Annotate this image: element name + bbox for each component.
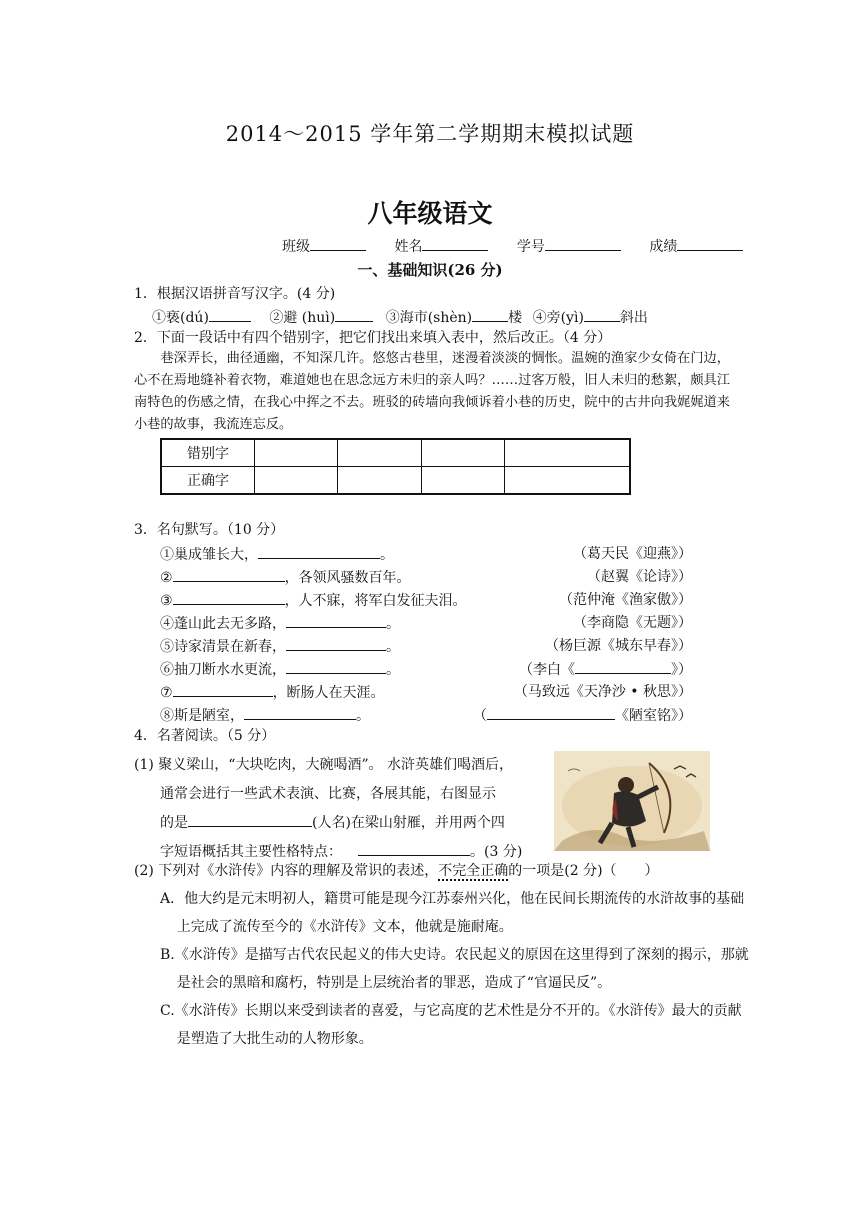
q4-text: 。(3 分) [470,844,523,860]
q4-part1-line1: (1) 聚义梁山，“大块吃肉，大碗喝酒”。 水浒英雄们喝酒后， [134,757,514,773]
poem-text: 。 [356,708,370,724]
table-row [161,439,630,467]
poem-line-7 [160,681,385,703]
q4-part2-stem [134,861,659,881]
poem-text: ，断肠人在天涯。 [272,685,385,701]
question-1-stem: 1．根据汉语拼音写汉字。(4 分) [134,286,336,302]
answer-blank[interactable] [258,543,380,559]
pinyin-item-3: ③海市(shèn) [385,310,473,326]
answer-blank[interactable] [286,635,386,651]
answer-blank[interactable] [584,306,620,322]
answer-blank[interactable] [487,704,615,720]
answer-blank[interactable] [188,811,312,827]
answer-blank[interactable] [173,566,285,582]
answer-cell[interactable] [338,467,421,495]
q4-text: (人名)在梁山射雁，并用两个四 [312,815,505,831]
option-a[interactable]: A．他大约是元末明初人，籍贯可能是现今江苏泰州兴化，他在民间长期流传的水浒故事的基础上完成了流传至今的《水浒传》文本，他就是施耐庵。 [160,891,745,935]
class-label: 班级 [282,239,310,255]
question-3-stem: 3．名句默写。（10 分） [134,522,285,538]
pinyin-item-4-suffix: 斜出 [619,310,648,326]
q4-part1-line3 [160,809,505,838]
q4-text: 的是 [160,815,188,831]
answer-blank[interactable] [575,658,671,674]
id-label: 学号 [516,239,545,255]
answer-blank[interactable] [358,840,470,856]
archer-painting-image [554,751,710,851]
answer-cell[interactable] [421,439,504,467]
poem-line-5 [160,635,400,657]
pinyin-item-3-suffix: 楼 [508,310,523,326]
answer-blank[interactable] [286,658,386,674]
answer-blank[interactable] [472,306,508,322]
poem-text: ② [160,570,173,586]
pinyin-item-1: ①亵(dú) [152,310,209,326]
poem-text: ，人不寐，将军白发征夫泪。 [284,593,467,609]
poem-text: 。 [386,616,400,632]
answer-blank[interactable] [244,704,356,720]
question-2-passage: 巷深弄长，曲径通幽，不知深几许。悠悠古巷里，迷漫着淡淡的惆怅。温婉的渔家少女倚在门边，心不在焉地缝补着衣物，难道她也在思念远方未归的亲人吗？……过客万般，旧人未归的愁絮，颇具江南特色的伤感之情，在我心中挥之不去。班驳的砖墙向我倾诉着小巷的历史，院中的古井向我娓娓道来小巷的故事，我流连忘反。 [134,351,730,432]
q4-text: (2) 下列对《水浒传》内容的理解及常识的表述， [134,863,439,879]
poem-source-3: （范仲淹《渔家傲》） [559,592,692,608]
pinyin-item-4: ④旁(yì) [532,310,584,326]
answer-cell[interactable] [338,439,421,467]
question-2-stem: 2．下面一段话中有四个错别字，把它们找出来填入表中，然后改正。（4 分） [134,330,612,346]
answer-blank[interactable] [286,612,386,628]
answer-cell[interactable] [421,467,504,495]
pinyin-item-2: ②避 (huì) [269,310,336,326]
poem-line-8 [160,704,370,726]
q4-part1-line2: 通常会进行一些武术表演、比赛，各展其能，右图显示 [160,786,496,802]
answer-blank[interactable] [209,306,251,322]
poem-source-2: （赵翼《论诗》） [587,569,692,585]
section-heading: 一、基础知识(26 分) [357,261,503,279]
name-label: 姓名 [394,239,423,255]
poem-text: 。 [386,662,400,678]
poem-text: ⑧斯是陋室， [160,708,244,724]
source-text: （李白《 [519,662,575,678]
poem-text: ⑦ [160,685,173,701]
answer-cell[interactable] [255,467,338,495]
poem-source-4: （李商隐《无题》） [573,615,692,631]
poem-text: ①巢成雏长大， [160,547,258,563]
student-info-row [282,236,743,256]
question-1-items [152,306,648,328]
row-header-wrong: 错别字 [161,439,255,467]
error-correction-table [160,438,631,495]
id-blank[interactable] [545,236,621,251]
poem-source-6 [519,658,692,679]
poem-line-3 [160,589,467,611]
class-blank[interactable] [310,236,366,251]
answer-blank[interactable] [335,306,373,322]
answer-cell[interactable] [255,439,338,467]
poem-text: 。 [386,639,400,655]
exam-title: 2014～2015 学年第二学期期末模拟试题 [225,122,635,146]
q4-text: 的一项是(2 分)（ ） [508,863,659,879]
poem-text: ④蓬山此去无多路， [160,616,286,632]
poem-source-1: （葛天民《迎燕》） [573,546,692,562]
emphasis-text: 不完全正确 [438,863,509,879]
source-text: 》） [671,662,692,678]
poem-source-5: （杨巨源《城东早春》） [545,638,692,654]
exam-subject: 八年级语文 [367,199,493,228]
archer-illustration [554,751,710,851]
q4-text: 字短语概括其主要性格特点： [160,844,342,860]
poem-line-4 [160,612,400,634]
poem-text: ，各领风骚数百年。 [284,570,411,586]
answer-blank[interactable] [173,589,285,605]
poem-line-6 [160,658,400,680]
source-text: （ [473,708,487,724]
name-blank[interactable] [422,236,488,251]
answer-blank[interactable] [173,681,273,697]
answer-cell[interactable] [505,467,630,495]
poem-text: ③ [160,593,173,609]
score-label: 成绩 [649,239,678,255]
poem-text: 。 [380,547,394,563]
poem-line-1 [160,543,394,565]
poem-source-8 [473,704,692,725]
question-4-stem: 4．名著阅读。（5 分） [134,728,276,744]
answer-cell[interactable] [505,439,630,467]
score-blank[interactable] [677,236,743,251]
option-b[interactable]: B.《水浒传》是描写古代农民起义的伟大史诗。农民起义的原因在这里得到了深刻的揭示，那就是社会的黑暗和腐朽，特别是上层统治者的罪恶，造成了“官逼民反”。 [160,947,749,991]
row-header-correct: 正确字 [161,467,255,495]
poem-line-2 [160,566,411,588]
poem-source-7: （马致远《天净沙 • 秋思》） [513,684,692,700]
poem-text: ⑥抽刀断水水更流， [160,662,286,678]
table-row [161,467,630,495]
poem-text: ⑤诗家清景在新春， [160,639,286,655]
source-text: 《陋室铭》） [615,708,692,724]
option-c[interactable]: C.《水浒传》长期以来受到读者的喜爱，与它高度的艺术性是分不开的。《水浒传》最大的贡献是塑造了大批生动的人物形象。 [160,1003,742,1047]
